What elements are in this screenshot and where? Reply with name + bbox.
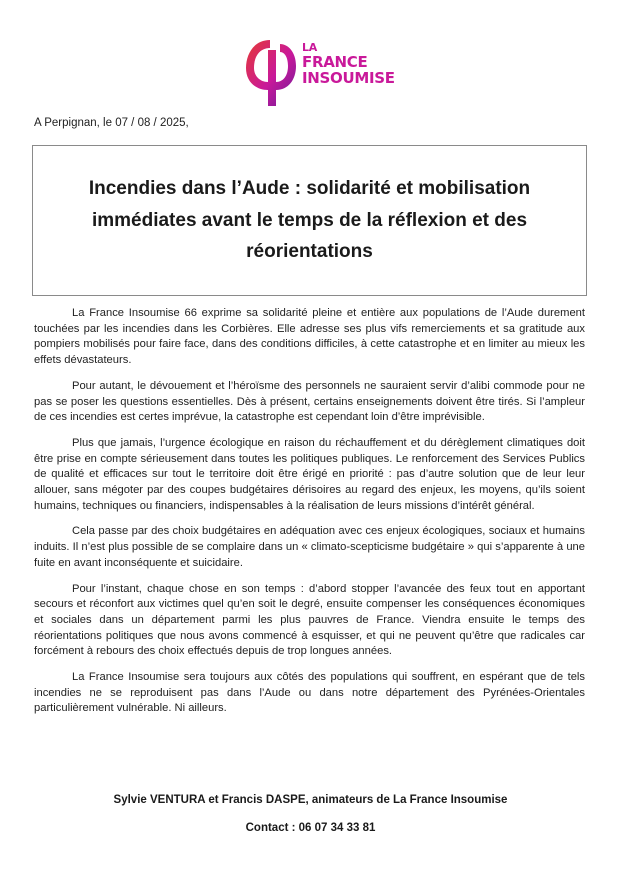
logo-line-3: INSOUMISE — [302, 69, 395, 87]
logo-wordmark — [302, 42, 395, 86]
paragraph: La France Insoumise 66 exprime sa solidarité pleine et entière aux populations de l’Aude durement touchées par les incendies dans les Corbières. Elle adresse ses plus vifs remerciements et sa gratitude aux pompiers mobilisés pour faire face, dans des conditions difficiles, à cette catastrophe et en limiter au mieux les effets dévastateurs. — [34, 307, 585, 367]
logo-line-1: LA — [302, 41, 317, 54]
paragraph: Cela passe par des choix budgétaires en adéquation avec ces enjeux écologiques, sociaux et humains induits. Il n’est plus possible de se complaire dans un « climato-scepticisme budgétaire » qui s’apparente à une fuite en avant inconséquente et suicidaire. — [34, 525, 585, 569]
date-line: A Perpignan, le 07 / 08 / 2025, — [34, 117, 189, 129]
paragraph: La France Insoumise sera toujours aux côtés des populations qui souffrent, en espérant que de tels incendies ne se reproduisent pas dans l’Aude ou dans notre département des Pyrénées-Orientales particulièrement vulnérable. Ni ailleurs. — [34, 671, 585, 715]
signature: Sylvie VENTURA et Francis DASPE, animateurs de La France Insoumise — [113, 794, 508, 806]
title-box — [32, 145, 587, 296]
contact-line: Contact : 06 07 34 33 81 — [245, 822, 376, 834]
paragraph: Pour l’instant, chaque chose en son temps : d’abord stopper l’avancée des feux tout en apportant secours et réconfort aux victimes quel qu’en soit le degré, ensuite compenser les conséquences économiques et sociales dans un département parmi les plus pauvres de France. Viendra ensuite le temps des réorientations politiques que nous avons commencé à esquisser, et qui ne peuvent qu’être que radicales car forcément à rebours des choix effectués depuis de trop longues années. — [34, 582, 585, 658]
logo-line-2: FRANCE — [302, 53, 368, 71]
press-release-title: Incendies dans l’Aude : solidarité et mobilisation immédiates avant le temps de la réflexion et des réorientations — [88, 178, 531, 262]
lfi-logo — [240, 32, 395, 112]
paragraph: Plus que jamais, l’urgence écologique en raison du réchauffement et du dérèglement climatiques doit être prise en compte sérieusement dans toutes les politiques publiques. Le renforcement des Services Publics de qualité et efficaces sur tout le territoire doit être érigé en priorité : pas d’autre solution que de leur leur allouer, sans mégoter par des coupes budgétaires dérisoires au regard des enjeux, les moyens, qu’ils soient humains, techniques ou financiers, indispensables à la réalisation de leurs missions d’intérêt général. — [34, 436, 585, 512]
paragraph: Pour autant, le dévouement et l’héroïsme des personnels ne sauraient servir d’alibi commode pour ne pas se poser les questions essentielles. Dès à présent, certains enseignements doivent être tirés. Si l’ampleur de ces incendies est certes imprévue, la catastrophe est cependant loin d’être imprévisible. — [34, 379, 585, 424]
phi-logo-icon — [240, 32, 302, 112]
press-release-body — [34, 306, 585, 727]
